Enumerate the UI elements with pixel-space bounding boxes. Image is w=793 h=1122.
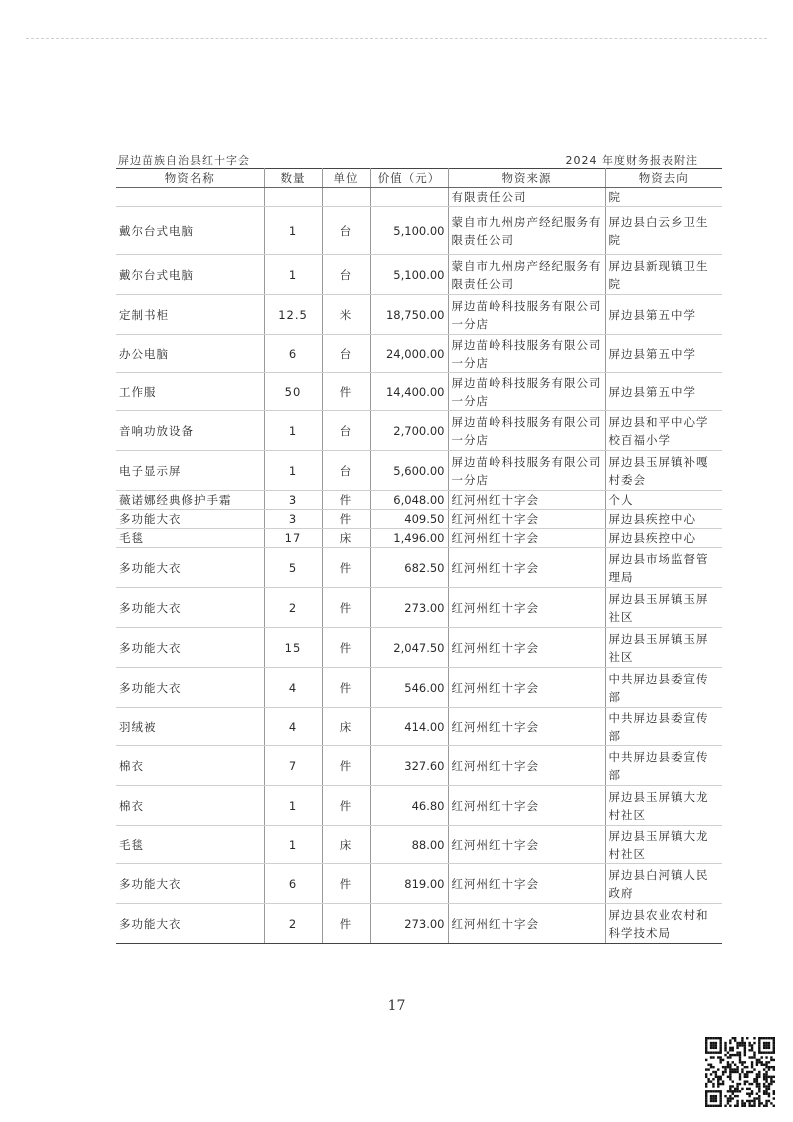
- unit-cell: 台: [322, 255, 370, 295]
- unit-cell: 件: [322, 548, 370, 588]
- item-name-cell: 毛毯: [116, 826, 264, 864]
- quantity-cell: 1: [264, 826, 322, 864]
- source-cell: 红河州红十字会: [448, 491, 605, 510]
- table-row: [116, 708, 722, 746]
- unit-cell: 件: [322, 491, 370, 510]
- unit-cell: 床: [322, 529, 370, 548]
- quantity-cell: 1: [264, 207, 322, 255]
- table-row: [116, 548, 722, 588]
- destination-cell: 屏边县玉屏镇大龙村社区: [605, 826, 722, 864]
- quantity-cell: 1: [264, 451, 322, 491]
- destination-cell: 中共屏边县委宣传部: [605, 708, 722, 746]
- destination-cell: 屏边县玉屏镇补嘎村委会: [605, 451, 722, 491]
- unit-cell: 床: [322, 826, 370, 864]
- organization-name: 屏边苗族自治县红十字会: [118, 154, 250, 167]
- destination-cell: 中共屏边县委宣传部: [605, 746, 722, 786]
- value-cell: [370, 188, 448, 207]
- value-cell: 5,100.00: [370, 255, 448, 295]
- value-cell: 1,496.00: [370, 529, 448, 548]
- value-cell: 5,100.00: [370, 207, 448, 255]
- value-cell: 327.60: [370, 746, 448, 786]
- value-cell: 682.50: [370, 548, 448, 588]
- destination-cell: 屏边县玉屏镇玉屏社区: [605, 628, 722, 668]
- quantity-cell: 2: [264, 904, 322, 944]
- table-row: [116, 373, 722, 411]
- quantity-cell: [264, 188, 322, 207]
- item-name-cell: 定制书柜: [116, 295, 264, 335]
- table-row: [116, 904, 722, 944]
- item-name-cell: 电子显示屏: [116, 451, 264, 491]
- destination-cell: 屏边县第五中学: [605, 373, 722, 411]
- item-name-cell: 薇诺娜经典修护手霜: [116, 491, 264, 510]
- source-cell: 屏边苗岭科技服务有限公司一分店: [448, 411, 605, 451]
- table-row: [116, 826, 722, 864]
- item-name-cell: 毛毯: [116, 529, 264, 548]
- table-row: [116, 628, 722, 668]
- source-cell: 有限责任公司: [448, 188, 605, 207]
- quantity-cell: 1: [264, 411, 322, 451]
- value-cell: 46.80: [370, 786, 448, 826]
- source-cell: 红河州红十字会: [448, 588, 605, 628]
- quantity-cell: 1: [264, 786, 322, 826]
- table-row: [116, 668, 722, 708]
- source-cell: 红河州红十字会: [448, 708, 605, 746]
- value-cell: 6,048.00: [370, 491, 448, 510]
- column-header: 单位: [322, 169, 370, 188]
- destination-cell: 中共屏边县委宣传部: [605, 668, 722, 708]
- source-cell: 红河州红十字会: [448, 746, 605, 786]
- table-row: [116, 786, 722, 826]
- unit-cell: 床: [322, 708, 370, 746]
- quantity-cell: 12.5: [264, 295, 322, 335]
- value-cell: 414.00: [370, 708, 448, 746]
- item-name-cell: 多功能大衣: [116, 904, 264, 944]
- destination-cell: 屏边县第五中学: [605, 335, 722, 373]
- source-cell: 红河州红十字会: [448, 904, 605, 944]
- item-name-cell: 戴尔台式电脑: [116, 207, 264, 255]
- value-cell: 5,600.00: [370, 451, 448, 491]
- value-cell: 2,700.00: [370, 411, 448, 451]
- source-cell: 红河州红十字会: [448, 548, 605, 588]
- report-title: 2024 年度财务报表附注: [565, 154, 698, 167]
- value-cell: 88.00: [370, 826, 448, 864]
- column-header: 物资去向: [605, 169, 722, 188]
- source-cell: 屏边苗岭科技服务有限公司一分店: [448, 373, 605, 411]
- destination-cell: 个人: [605, 491, 722, 510]
- item-name-cell: 办公电脑: [116, 335, 264, 373]
- source-cell: 红河州红十字会: [448, 668, 605, 708]
- unit-cell: 件: [322, 668, 370, 708]
- table-row: [116, 207, 722, 255]
- destination-cell: 屏边县疾控中心: [605, 529, 722, 548]
- item-name-cell: 戴尔台式电脑: [116, 255, 264, 295]
- source-cell: 屏边苗岭科技服务有限公司一分店: [448, 295, 605, 335]
- quantity-cell: 3: [264, 510, 322, 529]
- item-name-cell: 多功能大衣: [116, 864, 264, 904]
- table-row: [116, 335, 722, 373]
- quantity-cell: 6: [264, 335, 322, 373]
- value-cell: 819.00: [370, 864, 448, 904]
- unit-cell: 台: [322, 335, 370, 373]
- quantity-cell: 50: [264, 373, 322, 411]
- value-cell: 2,047.50: [370, 628, 448, 668]
- value-cell: 273.00: [370, 588, 448, 628]
- unit-cell: [322, 188, 370, 207]
- table-row: [116, 295, 722, 335]
- unit-cell: 台: [322, 411, 370, 451]
- value-cell: 14,400.00: [370, 373, 448, 411]
- table-row: [116, 746, 722, 786]
- destination-cell: 屏边县和平中心学校百福小学: [605, 411, 722, 451]
- column-header: 物资名称: [116, 169, 264, 188]
- table-row: [116, 451, 722, 491]
- table-row: [116, 491, 722, 510]
- quantity-cell: 15: [264, 628, 322, 668]
- unit-cell: 台: [322, 207, 370, 255]
- unit-cell: 件: [322, 510, 370, 529]
- quantity-cell: 7: [264, 746, 322, 786]
- destination-cell: 屏边县第五中学: [605, 295, 722, 335]
- item-name-cell: 多功能大衣: [116, 628, 264, 668]
- unit-cell: 件: [322, 588, 370, 628]
- source-cell: 屏边苗岭科技服务有限公司一分店: [448, 335, 605, 373]
- unit-cell: 件: [322, 373, 370, 411]
- source-cell: 红河州红十字会: [448, 786, 605, 826]
- quantity-cell: 5: [264, 548, 322, 588]
- quantity-cell: 17: [264, 529, 322, 548]
- source-cell: 蒙自市九州房产经纪服务有限责任公司: [448, 207, 605, 255]
- source-cell: 红河州红十字会: [448, 510, 605, 529]
- item-name-cell: 工作服: [116, 373, 264, 411]
- unit-cell: 米: [322, 295, 370, 335]
- column-header: 价值（元）: [370, 169, 448, 188]
- source-cell: 红河州红十字会: [448, 628, 605, 668]
- value-cell: 24,000.00: [370, 335, 448, 373]
- column-header: 物资来源: [448, 169, 605, 188]
- quantity-cell: 1: [264, 255, 322, 295]
- table-row: [116, 864, 722, 904]
- item-name-cell: 多功能大衣: [116, 548, 264, 588]
- value-cell: 546.00: [370, 668, 448, 708]
- item-name-cell: [116, 188, 264, 207]
- source-cell: 屏边苗岭科技服务有限公司一分店: [448, 451, 605, 491]
- unit-cell: 件: [322, 628, 370, 668]
- quantity-cell: 6: [264, 864, 322, 904]
- table-row: [116, 529, 722, 548]
- item-name-cell: 多功能大衣: [116, 588, 264, 628]
- table-header: [116, 169, 722, 188]
- item-name-cell: 音响功放设备: [116, 411, 264, 451]
- table-row: [116, 188, 722, 207]
- assets-table: [116, 168, 722, 944]
- unit-cell: 件: [322, 746, 370, 786]
- destination-cell: 屏边县市场监督管理局: [605, 548, 722, 588]
- item-name-cell: 棉衣: [116, 746, 264, 786]
- quantity-cell: 3: [264, 491, 322, 510]
- source-cell: 蒙自市九州房产经纪服务有限责任公司: [448, 255, 605, 295]
- quantity-cell: 2: [264, 588, 322, 628]
- value-cell: 409.50: [370, 510, 448, 529]
- quantity-cell: 4: [264, 668, 322, 708]
- item-name-cell: 羽绒被: [116, 708, 264, 746]
- destination-cell: 屏边县疾控中心: [605, 510, 722, 529]
- qr-code-image: [705, 1037, 775, 1107]
- destination-cell: 屏边县白云乡卫生院: [605, 207, 722, 255]
- value-cell: 18,750.00: [370, 295, 448, 335]
- column-header: 数量: [264, 169, 322, 188]
- table-row: [116, 255, 722, 295]
- table-body: [116, 188, 722, 944]
- table-row: [116, 510, 722, 529]
- table-header-row: [116, 169, 722, 188]
- item-name-cell: 棉衣: [116, 786, 264, 826]
- value-cell: 273.00: [370, 904, 448, 944]
- top-divider: [26, 38, 767, 39]
- source-cell: 红河州红十字会: [448, 529, 605, 548]
- destination-cell: 屏边县玉屏镇玉屏社区: [605, 588, 722, 628]
- table-row: [116, 411, 722, 451]
- destination-cell: 院: [605, 188, 722, 207]
- page-number: 17: [387, 998, 406, 1014]
- quantity-cell: 4: [264, 708, 322, 746]
- unit-cell: 件: [322, 904, 370, 944]
- destination-cell: 屏边县农业农村和科学技术局: [605, 904, 722, 944]
- destination-cell: 屏边县白河镇人民政府: [605, 864, 722, 904]
- source-cell: 红河州红十字会: [448, 826, 605, 864]
- destination-cell: 屏边县玉屏镇大龙村社区: [605, 786, 722, 826]
- table-row: [116, 588, 722, 628]
- unit-cell: 件: [322, 864, 370, 904]
- item-name-cell: 多功能大衣: [116, 668, 264, 708]
- unit-cell: 件: [322, 786, 370, 826]
- source-cell: 红河州红十字会: [448, 864, 605, 904]
- destination-cell: 屏边县新现镇卫生院: [605, 255, 722, 295]
- unit-cell: 台: [322, 451, 370, 491]
- item-name-cell: 多功能大衣: [116, 510, 264, 529]
